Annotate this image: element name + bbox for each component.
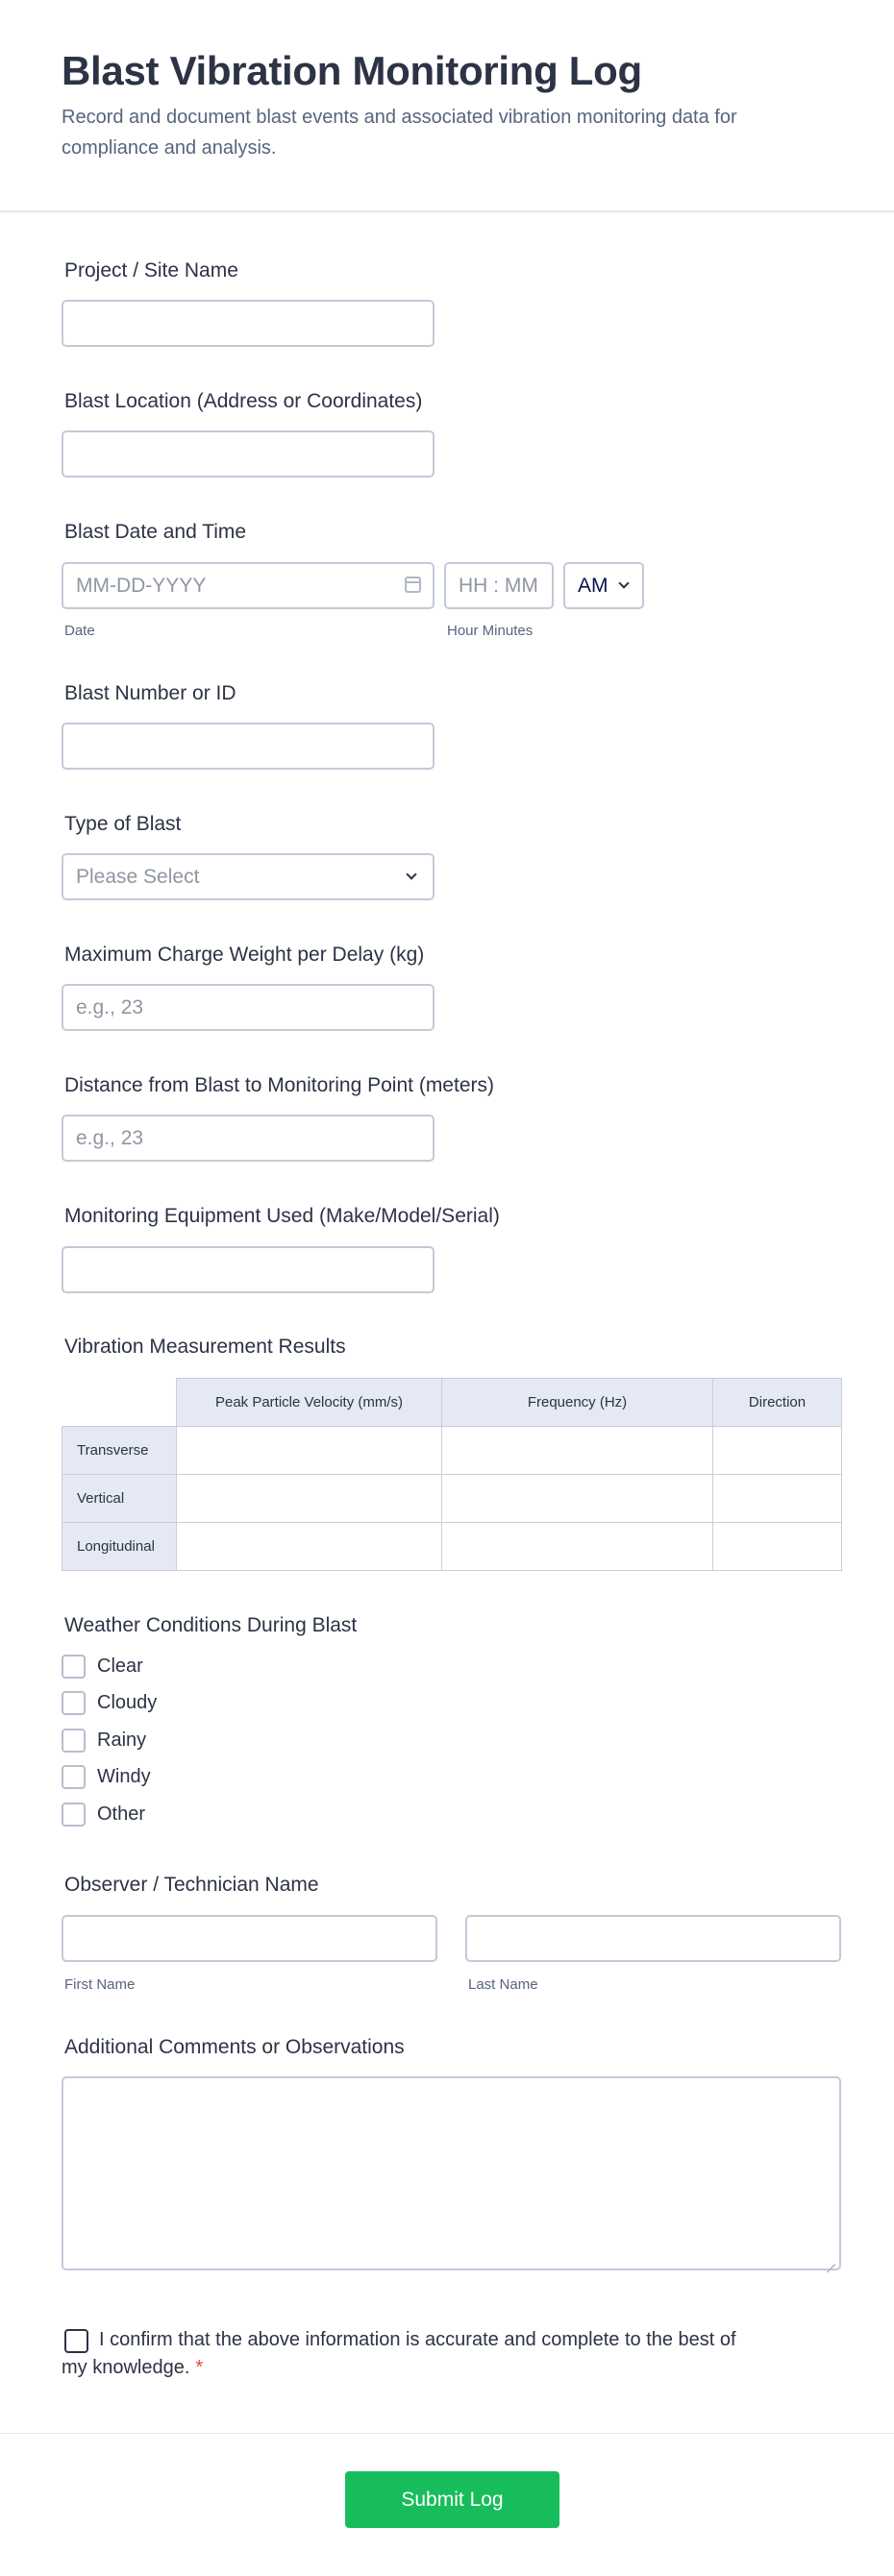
- blast-date-sublabel: Date: [64, 623, 95, 639]
- table-cell-input[interactable]: [442, 1427, 713, 1475]
- table-row: [62, 1523, 842, 1571]
- table-header-row: [62, 1379, 842, 1427]
- first-name-input[interactable]: [62, 1915, 437, 1962]
- confirmation-label: I confirm that the above information is accurate and complete to the best of my knowledge.: [62, 2329, 736, 2378]
- column-header: Frequency (Hz): [442, 1379, 713, 1427]
- column-header: Peak Particle Velocity (mm/s): [177, 1379, 442, 1427]
- checkbox-label: Cloudy: [97, 1692, 158, 1713]
- confirmation-text: [62, 2326, 754, 2382]
- table-row: [62, 1475, 842, 1523]
- checkbox[interactable]: [62, 1765, 86, 1789]
- observer-name-label: Observer / Technician Name: [64, 1874, 319, 1896]
- table-cell-input[interactable]: [177, 1475, 442, 1523]
- checkbox[interactable]: [62, 1803, 86, 1827]
- max-charge-weight-label: Maximum Charge Weight per Delay (kg): [64, 944, 425, 966]
- table-row: [62, 1427, 842, 1475]
- table-cell-input[interactable]: [442, 1523, 713, 1571]
- resize-handle-icon[interactable]: [826, 2255, 835, 2265]
- page-title: Blast Vibration Monitoring Log: [62, 48, 642, 93]
- weather-label: Weather Conditions During Blast: [64, 1614, 358, 1636]
- distance-input[interactable]: [62, 1115, 435, 1162]
- blast-type-placeholder: Please Select: [76, 866, 200, 888]
- table-cell-input[interactable]: [713, 1475, 842, 1523]
- chevron-down-icon: [618, 577, 629, 588]
- row-header: Transverse: [62, 1427, 177, 1475]
- checkbox-label: Clear: [97, 1656, 143, 1677]
- chevron-down-icon: [406, 869, 416, 879]
- checkbox[interactable]: [62, 1655, 86, 1679]
- vibration-results-table: [62, 1378, 842, 1571]
- last-name-sublabel: Last Name: [468, 1976, 538, 1993]
- project-site-name-input[interactable]: [62, 300, 435, 347]
- blast-time-sublabel: Hour Minutes: [447, 623, 534, 639]
- blast-date-input[interactable]: [62, 562, 435, 609]
- page-subtitle: Record and document blast events and associated vibration monitoring data for compliance and analysis.: [62, 107, 737, 159]
- form-header: [0, 0, 894, 212]
- blast-number-input[interactable]: [62, 723, 435, 770]
- checkbox-label: Windy: [97, 1766, 151, 1787]
- last-name-input[interactable]: [465, 1915, 841, 1962]
- blast-location-input[interactable]: [62, 430, 435, 478]
- row-header: Longitudinal: [62, 1523, 177, 1571]
- vibration-results-label: Vibration Measurement Results: [64, 1336, 346, 1358]
- ampm-select[interactable]: [563, 562, 644, 609]
- table-cell-input[interactable]: [713, 1427, 842, 1475]
- table-cell-input[interactable]: [177, 1427, 442, 1475]
- blast-date-placeholder: MM-DD-YYYY: [76, 575, 207, 597]
- comments-label: Additional Comments or Observations: [64, 2036, 405, 2058]
- checkbox[interactable]: [62, 1691, 86, 1715]
- table-cell-input[interactable]: [442, 1475, 713, 1523]
- checkbox-label: Other: [97, 1803, 146, 1825]
- table-cell-input[interactable]: [713, 1523, 842, 1571]
- max-charge-weight-placeholder: e.g., 23: [76, 996, 144, 1018]
- distance-label: Distance from Blast to Monitoring Point (meters): [64, 1074, 494, 1096]
- blast-datetime-label: Blast Date and Time: [64, 521, 247, 543]
- max-charge-weight-input[interactable]: [62, 984, 435, 1031]
- distance-placeholder: e.g., 23: [76, 1127, 144, 1149]
- row-header: Vertical: [62, 1475, 177, 1523]
- submit-button[interactable]: Submit Log: [345, 2471, 559, 2528]
- blast-time-input[interactable]: [444, 562, 554, 609]
- calendar-icon[interactable]: [405, 577, 421, 593]
- ampm-value: AM: [578, 575, 608, 597]
- checkbox[interactable]: [62, 1729, 86, 1753]
- blast-number-label: Blast Number or ID: [64, 682, 236, 704]
- monitoring-equipment-label: Monitoring Equipment Used (Make/Model/Serial): [64, 1205, 500, 1227]
- monitoring-equipment-input[interactable]: [62, 1246, 435, 1293]
- blast-type-select[interactable]: [62, 853, 435, 900]
- column-header: Direction: [713, 1379, 842, 1427]
- footer-divider: [0, 2433, 894, 2434]
- comments-textarea[interactable]: [62, 2076, 841, 2270]
- blast-location-label: Blast Location (Address or Coordinates): [64, 390, 423, 412]
- blast-time-placeholder: HH : MM: [459, 575, 538, 597]
- table-cell-input[interactable]: [177, 1523, 442, 1571]
- required-mark: *: [195, 2357, 204, 2378]
- checkbox-label: Rainy: [97, 1730, 147, 1751]
- first-name-sublabel: First Name: [64, 1976, 136, 1993]
- blast-type-label: Type of Blast: [64, 813, 182, 835]
- project-site-name-label: Project / Site Name: [64, 259, 238, 282]
